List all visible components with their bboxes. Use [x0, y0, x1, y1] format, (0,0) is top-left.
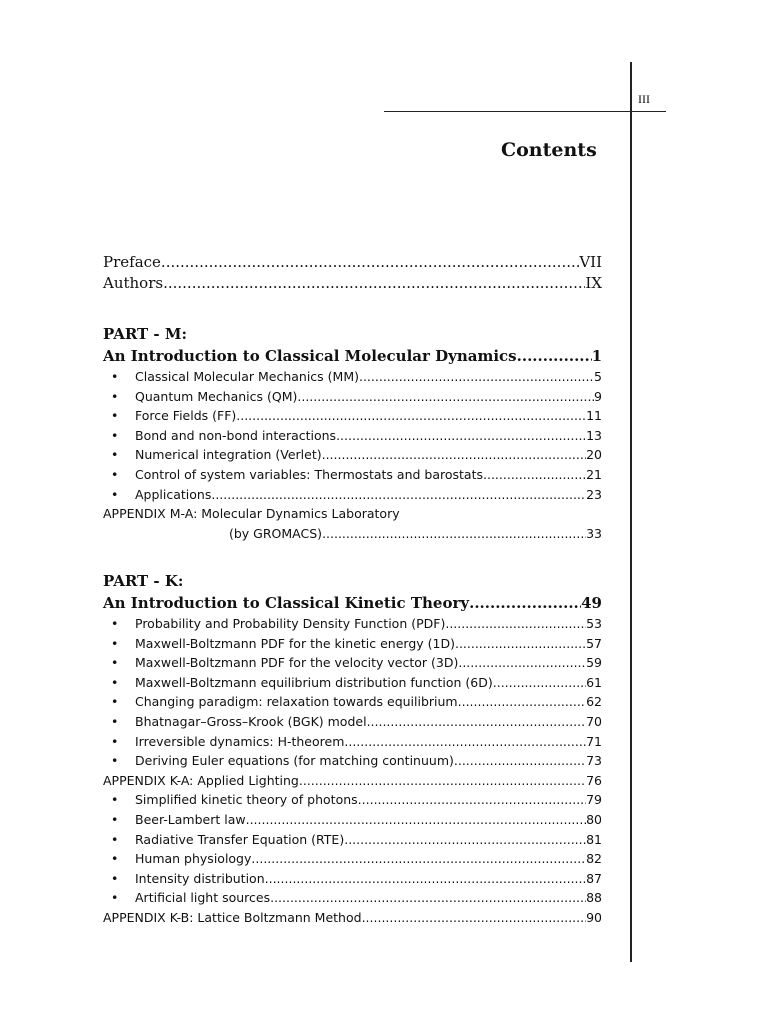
leader-dots — [297, 387, 594, 407]
leader-dots — [265, 869, 586, 889]
toc-item-label: Intensity distribution — [135, 870, 265, 886]
toc-item-label: Maxwell-Boltzmann equilibrium distribution function (6D) — [135, 674, 493, 690]
leader-dots — [251, 849, 586, 869]
toc-list-item[interactable] — [103, 485, 602, 505]
toc-list-item[interactable] — [103, 445, 602, 465]
leader-dots — [344, 830, 586, 850]
part-k-heading: PART - K: — [103, 572, 184, 590]
toc-item-label: Control of system variables: Thermostats and barostats — [135, 466, 484, 482]
toc-item-label: Applications — [135, 486, 212, 502]
part-k-title[interactable]: An Introduction to Classical Kinetic Theory ..... 49 — [103, 592, 602, 614]
bullet-icon: • — [111, 870, 119, 886]
leader-dots — [358, 790, 586, 810]
toc-item-label: Human physiology — [135, 851, 252, 867]
toc-item-label: Numerical integration (Verlet) — [135, 447, 322, 463]
leader-dots — [445, 614, 586, 634]
toc-list-item[interactable] — [103, 465, 602, 485]
toc-item-page: 21 — [586, 466, 602, 482]
toc-item-page: 80 — [586, 811, 602, 827]
appendix-m-a-entry[interactable]: (by GROMACS) ..... 33 — [103, 524, 602, 544]
toc-item-page: 70 — [586, 713, 602, 729]
part-m-section — [103, 323, 602, 543]
bullet-icon: • — [111, 811, 119, 827]
toc-item-page: 13 — [586, 427, 602, 443]
toc-item-label: Bond and non-bond interactions — [135, 427, 337, 443]
toc-item-page: 5 — [594, 369, 602, 384]
appendix-k-b-entry[interactable]: APPENDIX K-B: Lattice Boltzmann Method ..... 90 — [103, 908, 602, 928]
toc-item-label: Artificial light sources — [135, 890, 271, 906]
bullet-icon: • — [111, 890, 119, 906]
toc-entry-preface[interactable]: Preface ..... VII — [103, 252, 602, 273]
toc-item-page: 9 — [594, 388, 602, 404]
leader-dots — [246, 810, 586, 830]
leader-dots — [455, 634, 586, 654]
toc-item-label: Quantum Mechanics (QM) — [135, 388, 298, 404]
toc-item-page: 61 — [586, 674, 602, 690]
toc-list-item[interactable] — [103, 712, 602, 732]
leader-dots — [493, 673, 586, 693]
leader-dots — [458, 653, 586, 673]
toc-list-item[interactable] — [103, 810, 602, 830]
toc-list-item[interactable] — [103, 692, 602, 712]
toc-item-page: 53 — [586, 616, 602, 631]
toc-item-page: 82 — [586, 851, 602, 867]
toc-item-page: 81 — [586, 831, 602, 847]
toc-item-page: 57 — [586, 635, 602, 651]
leader-dots — [322, 445, 586, 465]
leader-dots — [483, 465, 586, 485]
part-m-title[interactable]: An Introduction to Classical Molecular Dynamics ..... 1 — [103, 345, 602, 367]
toc-item-page: 11 — [586, 408, 602, 424]
toc-list-item[interactable] — [103, 790, 602, 810]
part-m-heading: PART - M: — [103, 325, 188, 343]
toc-item-label: Beer-Lambert law — [135, 811, 246, 827]
appendix-m-a-line1: APPENDIX M-A: Molecular Dynamics Laboratory — [103, 506, 400, 522]
page-number: III — [638, 92, 650, 106]
toc-list-item[interactable] — [103, 426, 602, 446]
leader-dots — [344, 732, 586, 752]
bullet-icon: • — [111, 486, 119, 502]
appendix-k-a-entry[interactable]: APPENDIX K-A: Applied Lighting ..... 76 — [103, 771, 602, 791]
bullet-icon: • — [111, 447, 119, 463]
bullet-icon: • — [111, 616, 119, 631]
toc-list-item[interactable] — [103, 387, 602, 407]
bullet-icon: • — [111, 427, 119, 443]
leader-dots — [236, 406, 586, 426]
leader-dots — [367, 712, 587, 732]
bullet-icon: • — [111, 635, 119, 651]
toc-item-label: Maxwell-Boltzmann PDF for the velocity vector (3D) — [135, 655, 459, 671]
toc-item-label: Maxwell-Boltzmann PDF for the kinetic energy (1D) — [135, 635, 455, 651]
toc-list-item[interactable] — [103, 830, 602, 850]
front-matter — [103, 252, 602, 294]
leader-dots — [211, 485, 586, 505]
leader-dots — [336, 426, 586, 446]
bullet-icon: • — [111, 851, 119, 867]
bullet-icon: • — [111, 831, 119, 847]
bullet-icon: • — [111, 674, 119, 690]
header-rule — [384, 111, 666, 112]
toc-list-item[interactable] — [103, 653, 602, 673]
bullet-icon: • — [111, 655, 119, 671]
toc-item-label: Classical Molecular Mechanics (MM) — [135, 369, 359, 384]
toc-list-item[interactable] — [103, 888, 602, 908]
toc-item-label: Irreversible dynamics: H-theorem — [135, 733, 345, 749]
bullet-icon: • — [111, 713, 119, 729]
toc-list-item[interactable] — [103, 406, 602, 426]
leader-dots — [359, 367, 594, 387]
bullet-icon: • — [111, 733, 119, 749]
toc-item-label: Probability and Probability Density Function (PDF) — [135, 616, 446, 631]
toc-item-label: Radiative Transfer Equation (RTE) — [135, 831, 345, 847]
toc-item-page: 73 — [586, 753, 602, 769]
margin-rule-vertical — [630, 62, 632, 962]
toc-item-page: 20 — [586, 447, 602, 463]
toc-item-label: Changing paradigm: relaxation towards equilibrium — [135, 694, 458, 710]
toc-list-item[interactable] — [103, 634, 602, 654]
toc-item-label: Force Fields (FF) — [135, 408, 237, 424]
toc-list-item[interactable] — [103, 614, 602, 634]
toc-item-label: Bhatnagar–Gross–Krook (BGK) model — [135, 713, 367, 729]
toc-item-page: 79 — [586, 792, 602, 808]
toc-list-item[interactable] — [103, 751, 602, 771]
toc-list-item[interactable] — [103, 732, 602, 752]
bullet-icon: • — [111, 388, 119, 404]
bullet-icon: • — [111, 369, 119, 384]
toc-item-label: Simplified kinetic theory of photons — [135, 792, 358, 808]
toc-list-item[interactable] — [103, 367, 602, 387]
leader-dots — [458, 692, 586, 712]
toc-item-page: 62 — [586, 694, 602, 710]
toc-item-page: 59 — [586, 655, 602, 671]
leader-dots — [454, 751, 586, 771]
bullet-icon: • — [111, 466, 119, 482]
toc-item-page: 87 — [586, 870, 602, 886]
bullet-icon: • — [111, 753, 119, 769]
toc-list-item[interactable] — [103, 673, 602, 693]
toc-entry-authors[interactable]: Authors ..... IX — [103, 273, 602, 294]
part-k-section — [103, 570, 602, 928]
toc-item-label: Deriving Euler equations (for matching continuum) — [135, 753, 454, 769]
bullet-icon: • — [111, 408, 119, 424]
toc-item-page: 88 — [586, 890, 602, 906]
toc-item-page: 23 — [586, 486, 602, 502]
bullet-icon: • — [111, 694, 119, 710]
toc-list-item[interactable] — [103, 849, 602, 869]
toc-item-page: 71 — [586, 733, 602, 749]
toc-list-item[interactable] — [103, 869, 602, 889]
leader-dots — [270, 888, 586, 908]
page-title: Contents — [501, 139, 597, 161]
bullet-icon: • — [111, 792, 119, 808]
